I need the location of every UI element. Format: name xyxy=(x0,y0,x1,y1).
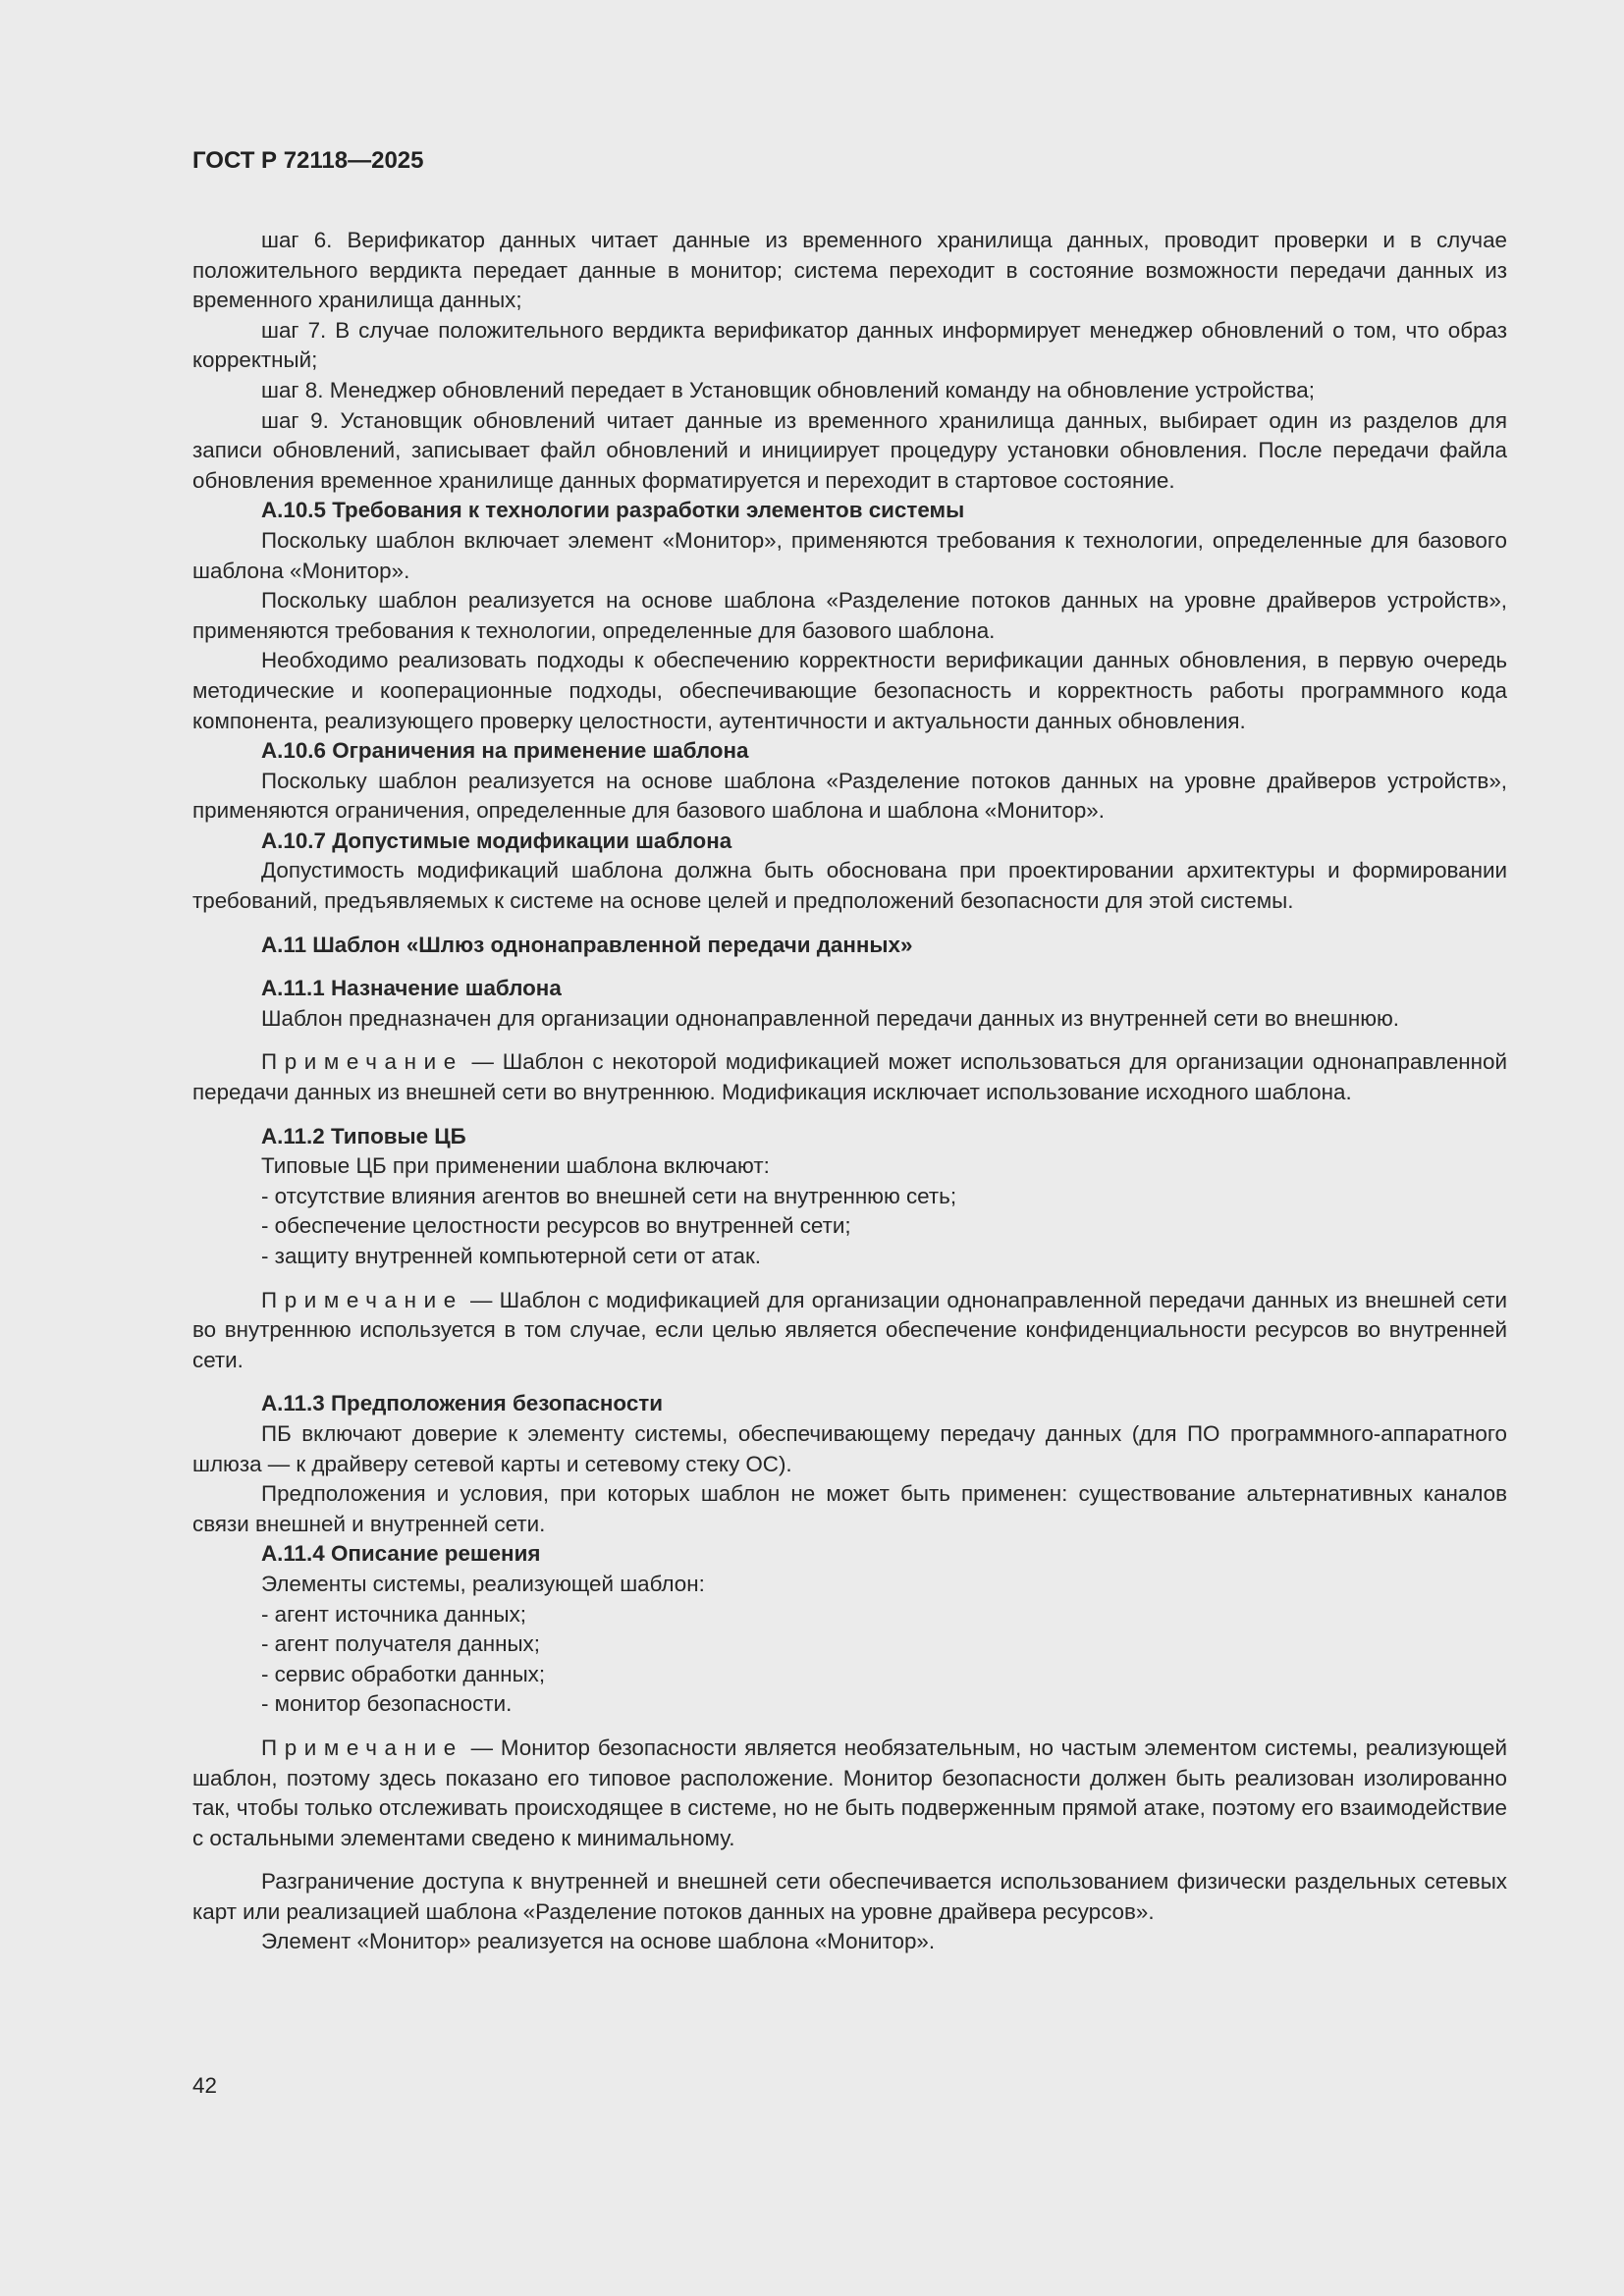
section-heading: А.11.1 Назначение шаблона xyxy=(261,976,562,1001)
paragraph: шаг 7. В случае положительного вердикта верификатор данных информирует менеджер обновлений о том, что образ корректный; xyxy=(192,317,1507,373)
paragraph: Элемент «Монитор» реализуется на основе шаблона «Монитор». xyxy=(261,1929,936,1954)
list-item: - монитор безопасности. xyxy=(261,1691,513,1717)
note-text: — Шаблон с модификацией для организации однонаправленной передачи данных из внешней сети во внутреннюю используется в том случае, если целью является обеспечение конфиденциальности ресурсов во внутренней сети. xyxy=(192,1287,1507,1372)
list-intro: Элементы системы, реализующей шаблон: xyxy=(261,1571,705,1596)
note xyxy=(192,1047,1507,1107)
section-heading: А.11.2 Типовые ЦБ xyxy=(261,1123,466,1148)
list-item: - защиту внутренней компьютерной сети от атак. xyxy=(261,1244,761,1268)
section-heading: А.11 Шаблон «Шлюз однонаправленной передачи данных» xyxy=(261,932,913,957)
list-item: - сервис обработки данных; xyxy=(261,1661,546,1686)
list-item: - агент источника данных; xyxy=(261,1601,527,1627)
paragraph: Необходимо реализовать подходы к обеспечению корректности верификации данных обновления, в первую очередь методические и кооперационные подходы, обеспечивающие безопасность и корректность работы программного кода компонента, реализующего проверку целостности, аутентичности и актуальности данных обновления. xyxy=(192,648,1507,733)
note xyxy=(192,1286,1507,1376)
note-label: Примечание xyxy=(261,1735,463,1760)
paragraph: Шаблон предназначен для организации однонаправленной передачи данных из внутренней сети во внешнюю. xyxy=(261,1005,1400,1031)
paragraph: ПБ включают доверие к элементу системы, обеспечивающему передачу данных (для ПО программного-аппаратного шлюза — к драйверу сетевой карты и сетевому стеку ОС). xyxy=(192,1420,1507,1476)
list-intro: Типовые ЦБ при применении шаблона включают: xyxy=(261,1153,770,1179)
page-number: 42 xyxy=(192,2073,217,2098)
paragraph: шаг 6. Верификатор данных читает данные из временного хранилища данных, проводит проверки и в случае положительного вердикта передает данные в монитор; система переходит в состояние возможности передачи данных из временного хранилища данных; xyxy=(192,228,1507,313)
paragraph: шаг 8. Менеджер обновлений передает в Установщик обновлений команду на обновление устройства; xyxy=(261,377,1315,402)
paragraph: Поскольку шаблон реализуется на основе шаблона «Разделение потоков данных на уровне драйверов устройств», применяются требования к технологии, определенные для базового шаблона. xyxy=(192,588,1507,643)
paragraph: Допустимость модификаций шаблона должна быть обоснована при проектировании архитектуры и формировании требований, предъявляемых к системе на основе целей и предположений безопасности для этой системы. xyxy=(192,858,1507,914)
paragraph: Предположения и условия, при которых шаблон не может быть применен: существование альтернативных каналов связи внешней и внутренней сети. xyxy=(192,1481,1507,1536)
section-heading: А.10.7 Допустимые модификации шаблона xyxy=(261,828,732,853)
list-item: - агент получателя данных; xyxy=(261,1631,540,1657)
section-heading: А.11.4 Описание решения xyxy=(261,1541,541,1567)
section-heading: А.10.6 Ограничения на применение шаблона xyxy=(261,738,749,764)
section-heading: А.11.3 Предположения безопасности xyxy=(261,1391,663,1416)
note-label: Примечание xyxy=(261,1287,463,1312)
note-text: — Шаблон с некоторой модификацией может использоваться для организации однонаправленной передачи данных из внешней сети во внутреннюю. Модификация исключает использование исходного шаблона. xyxy=(192,1049,1507,1105)
paragraph: Поскольку шаблон реализуется на основе шаблона «Разделение потоков данных на уровне драйверов устройств», применяются ограничения, определенные для базового шаблона и шаблона «Монитор». xyxy=(192,768,1507,824)
document-header: ГОСТ Р 72118—2025 xyxy=(192,147,424,174)
section-heading: А.10.5 Требования к технологии разработки элементов системы xyxy=(261,498,965,523)
list-item: - отсутствие влияния агентов во внешней сети на внутреннюю сеть; xyxy=(261,1183,957,1208)
paragraph: шаг 9. Установщик обновлений читает данные из временного хранилища данных, выбирает один из разделов для записи обновлений, записывает файл обновлений и инициирует процедуру установки обновления. После передачи файла обновления временное хранилище данных форматируется и переходит в стартовое состояние. xyxy=(192,407,1507,493)
list-item: - обеспечение целостности ресурсов во внутренней сети; xyxy=(261,1213,851,1239)
note xyxy=(192,1734,1507,1853)
note-label: Примечание xyxy=(261,1049,463,1075)
note-text: — Монитор безопасности является необязательным, но частым элементом системы, реализующей шаблон, поэтому здесь показано его типовое расположение. Монитор безопасности должен быть реализован изолированно так, чтобы только отслеживать происходящее в системе, но не быть подверженным прямой атаке, поэтому его взаимодействие с остальными элементами сведено к минимальному. xyxy=(192,1735,1507,1850)
paragraph: Поскольку шаблон включает элемент «Монитор», применяются требования к технологии, определенные для базового шаблона «Монитор». xyxy=(192,527,1507,583)
document-body xyxy=(192,226,1507,1957)
paragraph: Разграничение доступа к внутренней и внешней сети обеспечивается использованием физически раздельных сетевых карт или реализацией шаблона «Разделение потоков данных на уровне драйвера ресурсов». xyxy=(192,1869,1507,1924)
